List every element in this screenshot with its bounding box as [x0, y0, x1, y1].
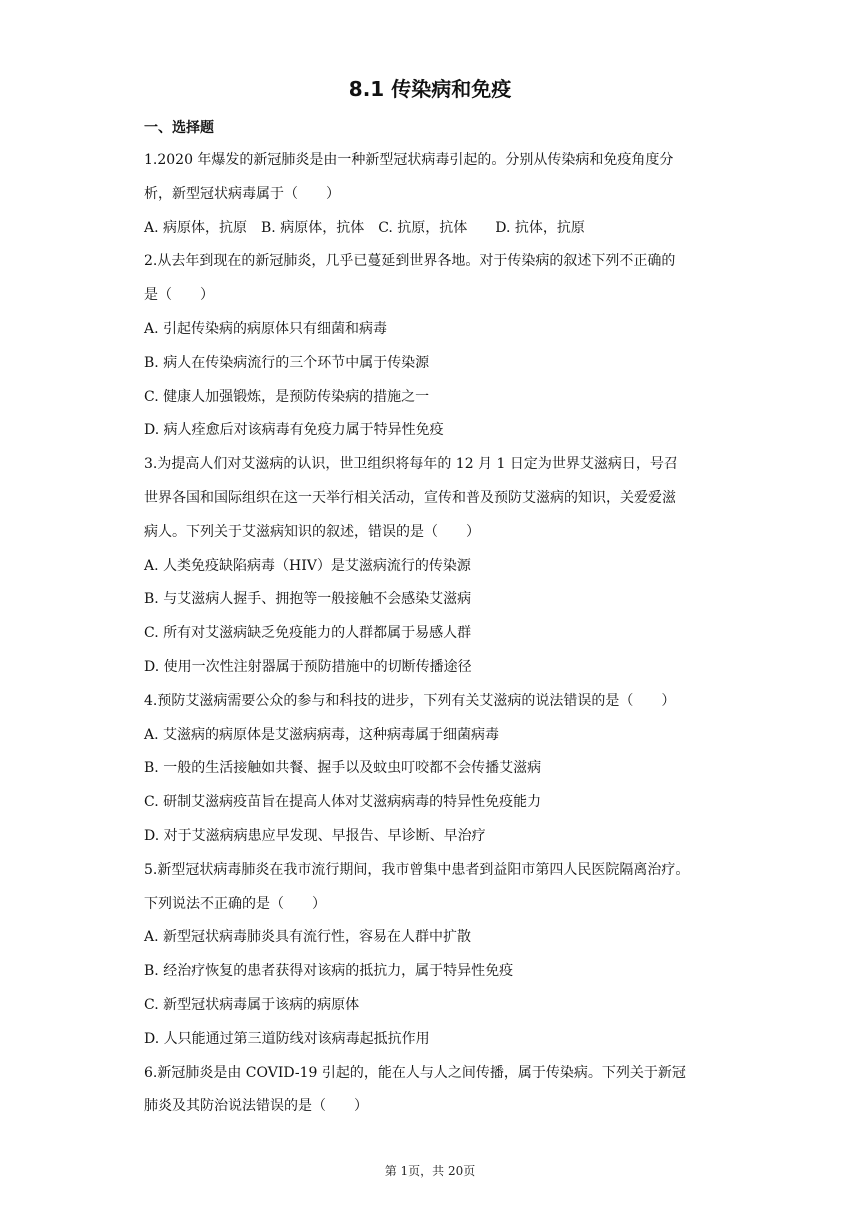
- text-line: 析，新型冠状病毒属于（ ）: [144, 185, 340, 202]
- text-line: C. 所有对艾滋病缺乏免疫能力的人群都属于易感人群: [144, 625, 472, 642]
- text-line: B. 与艾滋病人握手、拥抱等一般接触不会感染艾滋病: [144, 591, 472, 608]
- text-line: A. 新型冠状病毒肺炎具有流行性，容易在人群中扩散: [144, 929, 472, 946]
- text-line: 下列说法不正确的是（ ）: [144, 895, 326, 912]
- text-line: 5.新型冠状病毒肺炎在我市流行期间，我市曾集中患者到益阳市第四人民医院隔离治疗。: [144, 861, 690, 878]
- text-line: 3.为提高人们对艾滋病的认识，世卫组织将每年的 12 月 1 日定为世界艾滋病日，号召: [144, 456, 678, 473]
- text-line: D. 使用一次性注射器属于预防措施中的切断传播途径: [144, 658, 472, 675]
- text-line: C. 研制艾滋病疫苗旨在提高人体对艾滋病病毒的特异性免疫能力: [144, 794, 542, 811]
- text-line: C. 新型冠状病毒属于该病的病原体: [144, 996, 360, 1013]
- text-line: B. 经治疗恢复的患者获得对该病的抵抗力，属于特异性免疫: [144, 963, 514, 980]
- text-line: 6.新冠肺炎是由 COVID-19 引起的，能在人与人之间传播，属于传染病。下列关于新冠: [144, 1064, 686, 1081]
- page-footer: 第 1页，共 20页: [384, 1164, 476, 1178]
- text-line: D. 人只能通过第三道防线对该病毒起抵抗作用: [144, 1030, 430, 1047]
- text-line: 1.2020 年爆发的新冠肺炎是由一种新型冠状病毒引起的。分别从传染病和免疫角度分: [144, 152, 674, 168]
- text-line: 病人。下列关于艾滋病知识的叙述，错误的是（ ）: [144, 523, 480, 540]
- document-body: [144, 150, 734, 1130]
- text-line: B. 一般的生活接触如共餐、握手以及蚊虫叮咬都不会传播艾滋病: [144, 760, 542, 777]
- text-line: C. 健康人加强锻炼，是预防传染病的措施之一: [144, 388, 430, 405]
- text-line: 肺炎及其防治说法错误的是（ ）: [144, 1098, 368, 1115]
- text-line: D. 对于艾滋病病患应早发现、早报告、早诊断、早治疗: [144, 827, 486, 844]
- document-title: 8.1 传染病和免疫: [348, 77, 512, 101]
- text-line: 4.预防艾滋病需要公众的参与和科技的进步，下列有关艾滋病的说法错误的是（ ）: [144, 692, 676, 709]
- section-heading: 一、选择题: [144, 120, 214, 136]
- text-line: B. 病人在传染病流行的三个环节中属于传染源: [144, 354, 430, 371]
- text-line: 2.从去年到现在的新冠肺炎，几乎已蔓延到世界各地。对于传染病的叙述下列不正确的: [144, 253, 676, 270]
- text-line: A. 艾滋病的病原体是艾滋病病毒，这种病毒属于细菌病毒: [144, 726, 500, 743]
- text-line: 是（ ）: [144, 287, 214, 304]
- text-line: 世界各国和国际组织在这一天举行相关活动，宣传和普及预防艾滋病的知识，关爱爱滋: [144, 489, 676, 506]
- text-line: A. 病原体，抗原 B. 病原体，抗体 C. 抗原，抗体 D. 抗体，抗原: [144, 219, 585, 236]
- text-line: A. 人类免疫缺陷病毒（HIV）是艾滋病流行的传染源: [144, 557, 471, 574]
- text-line: D. 病人痊愈后对该病毒有免疫力属于特异性免疫: [144, 422, 444, 439]
- text-line: A. 引起传染病的病原体只有细菌和病毒: [144, 320, 388, 337]
